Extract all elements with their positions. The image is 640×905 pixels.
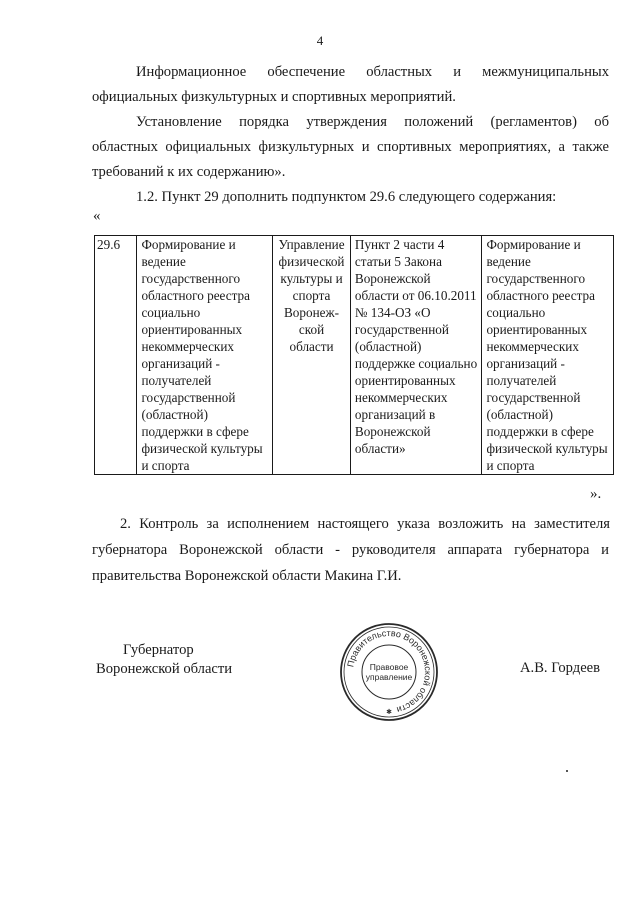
quote-open: «: [93, 208, 101, 224]
signature-title-line2: Воронежской области: [96, 661, 233, 677]
para2-line2: областных официальных физкультурных и спортивных мероприятиях, а также: [92, 139, 609, 155]
scan-speck: [566, 770, 568, 772]
cell-legal-basis: Пункт 2 части 4 статьи 5 Закона Воронежской области от 06.10.2011 № 134-ОЗ «О государственной (областной) поддержке социально ориентированных некоммерческих организаций в Воронежской области»: [350, 236, 482, 475]
para2-line1: Установление порядка утверждения положений (регламентов) об: [136, 114, 609, 130]
stamp-center-line1: Правовое: [369, 662, 409, 672]
signature-name: А.В. Гордеев: [520, 660, 601, 676]
official-stamp: [339, 622, 439, 722]
para4-line1: 2. Контроль за исполнением настоящего указа возложить на заместителя: [120, 516, 610, 532]
para1-line2: официальных физкультурных и спортивных мероприятий.: [92, 89, 456, 105]
stamp-star-icon: ✱: [386, 709, 392, 716]
amendment-table: [94, 235, 614, 475]
para1-line1: Информационное обеспечение областных и межмуниципальных: [136, 64, 609, 80]
para3: 1.2. Пункт 29 дополнить подпунктом 29.6 следующего содержания:: [136, 189, 557, 205]
stamp-ring-text: Правительство Воронежской области: [345, 627, 434, 716]
cell-result: Формирование и ведение государственного областного реестра социально ориентированных некоммерческих организаций - получателей государственной (областной) поддержки в сфере физической культуры и спорта: [482, 236, 614, 475]
table-row: [95, 236, 614, 475]
para4-line3: правительства Воронежской области Макина Г.И.: [92, 568, 402, 584]
para2-line3: требований к их содержанию».: [92, 164, 286, 180]
para4-line2: губернатора Воронежской области - руководителя аппарата губернатора и: [92, 542, 609, 558]
cell-name: Формирование и ведение государственного областного реестра социально ориентированных некоммерческих организаций - получателей государственной (областной) поддержки в сфере физической культуры и спорта: [137, 236, 273, 475]
cell-number: 29.6: [95, 236, 137, 475]
quote-close: ».: [590, 486, 602, 502]
stamp-center-line2: управление: [365, 672, 413, 682]
page-number: 4: [316, 33, 324, 48]
signature-title-line1: Губернатор: [123, 642, 194, 658]
cell-organization: Управление физической культуры и спорта Воронеж-ской области: [273, 236, 351, 475]
